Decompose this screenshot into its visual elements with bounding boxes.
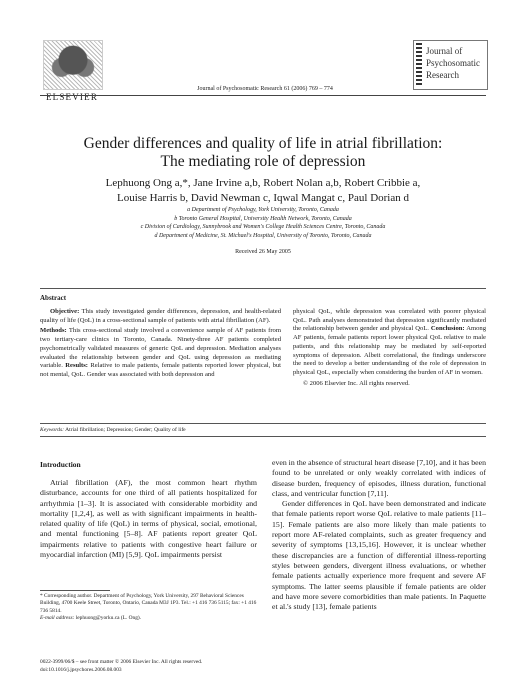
corresponding-author-footnote (40, 593, 257, 622)
author-list (40, 176, 486, 206)
title-line: Gender differences and quality of life in atrial fibrillation: (83, 135, 443, 152)
journal-citation: Journal of Psychosomatic Research 61 (2006) 769 – 774 (197, 86, 333, 92)
authors-line: Louise Harris b, David Newman c, Iqwal Mangat c, Paul Dorian d (116, 192, 410, 204)
page-footer (40, 659, 340, 674)
doi[interactable]: doi:10.1016/j.jpsychores.2006.08.003 (40, 666, 122, 673)
affiliations (40, 206, 486, 240)
methods-text: This cross-sectional study involved a convenience sample of AF patients from two tertiary-care clinics in Toronto, Canada. Ninety-three AF patients completed psychometrically validated measures of generic QoL and depression. Mediation analyses evaluated the relationship between gender and QoL using depression as mediating variable. (40, 327, 281, 370)
corresponding-author-text: * Corresponding author. Department of Psychology, York University, 297 Behavioral Sciences Building, 4700 Keele Street, Toronto, Ontario, Canada M3J 1P3. Tel.: +1 416 736 5115; fax: +1 416 736 5814. (40, 593, 257, 614)
email-label: E-mail address: (40, 614, 75, 621)
intro-paragraph: even in the absence of structural heart disease [7,10], and it has been found to be unrelated or only weakly correlated with indices of disease burden, frequency of episodes, illness duration, functional class, and ventricular function [7,11]. (272, 458, 486, 498)
journal-logo (413, 40, 488, 90)
results-continued: physical QoL, while depression was correlated with poorer physical QoL. Path analyses demonstrated that depression significantly mediated the relationship between gender and physical QoL. (293, 308, 486, 333)
conclusion-label: Conclusion: (430, 325, 465, 333)
received-date: Received 26 May 2005 (235, 249, 291, 255)
journal-logo-line: Journal of (426, 46, 463, 56)
title-line: The mediating role of depression (160, 153, 366, 170)
abstract-copyright: © 2006 Elsevier Inc. All rights reserved. (303, 379, 410, 387)
results-label: Results: (65, 362, 88, 370)
intro-paragraph: Gender differences in QoL have been demonstrated and indicate that female patients report worse QoL relative to male patients [11–15]. Female patients are also more likely than male patients to report more AF-related complaints, such as greater frequency and severity of symptoms [13,15,16]. However, it is unclear whether these discrepancies are a function of differential illness-reporting styles between genders, divergent illness evaluations, or whether female patients actually experience more frequent and severe AF symptoms. The latter seems plausible if female patients are older and have more severe comorbidities than male patients. In Paquette et al.'s study [13], female patients (272, 499, 486, 612)
affiliation: d Department of Medicine, St. Michael's Hospital, University of Toronto, Toronto, Canada (154, 232, 372, 239)
intro-right-column (272, 458, 486, 612)
footnote-divider (40, 590, 110, 591)
objective-label: Objective: (50, 308, 80, 315)
header-divider (40, 95, 486, 96)
front-matter-line: 0022-3999/06/$ – see front matter © 2006 Elsevier Inc. All rights reserved. (40, 659, 203, 665)
section-heading-introduction: Introduction (40, 460, 81, 469)
abstract-top-divider (40, 288, 486, 289)
keywords-text: Atrial fibrillation; Depression; Gender; Quality of life (64, 427, 186, 433)
journal-logo-bars-icon (416, 43, 422, 87)
article-title (40, 135, 486, 171)
authors-line: Lephuong Ong a,*, Jane Irvine a,b, Robert Nolan a,b, Robert Cribbie a, (105, 177, 421, 189)
abstract-right-column (293, 308, 486, 390)
keywords-top-divider (40, 423, 486, 424)
email-link[interactable]: lephuong@yorku.ca (L. Ong). (74, 614, 142, 621)
affiliation: a Department of Psychology, York University, Toronto, Canada (187, 207, 339, 213)
abstract-heading: Abstract (40, 294, 67, 302)
elsevier-tree-icon (43, 40, 103, 90)
keywords-label: Keywords: (40, 427, 65, 433)
keywords-bottom-divider (40, 436, 486, 437)
conclusion-text: Among AF patients, female patients report lower physical QoL relative to male patients, and this relationship may be mediated by self-reported symptoms of depression. Albeit correlational, the findings underscore the need to develop a better understanding of the role of depression in physical QoL, especially when considering the burden of AF in women. (293, 325, 486, 376)
publisher-logo (40, 40, 104, 102)
affiliation: b Toronto General Hospital, University Health Network, Toronto, Canada (174, 215, 352, 222)
keywords (40, 427, 186, 433)
affiliation: c Division of Cardiology, Sunnybrook and Women's College Health Sciences Centre, Toronto, Canada (140, 224, 386, 230)
intro-left-column (40, 478, 257, 560)
journal-logo-line: Psychosomatic (426, 58, 480, 68)
publisher-name: ELSEVIER (45, 92, 99, 102)
intro-paragraph: Atrial fibrillation (AF), the most common heart rhythm disturbance, accounts for one third of all patients hospitalized for arrhythmia [1–3]. It is associated with considerable morbidity and mortality [1,2,4], as well as with significant impairments in health-related quality of life (QoL) in terms of physical, social, emotional, and mental functioning [5–8]. AF patients report greater QoL impairments relative to patients with congestive heart failure or myocardial infarction (MI) [5,9]. QoL impairments persist (40, 478, 257, 560)
results-text: Relative to male patients, female patients reported lower physical, but not mental, QoL. Gender was associated with both depression and (40, 362, 282, 378)
abstract-left-column (40, 308, 281, 382)
methods-label: Methods: (40, 327, 67, 335)
objective-text: This study investigated gender differences, depression, and health-related quality of life (QoL) in a cross-sectional sample of patients with atrial fibrillation (AF). (40, 308, 281, 324)
journal-logo-line: Research (426, 70, 459, 80)
